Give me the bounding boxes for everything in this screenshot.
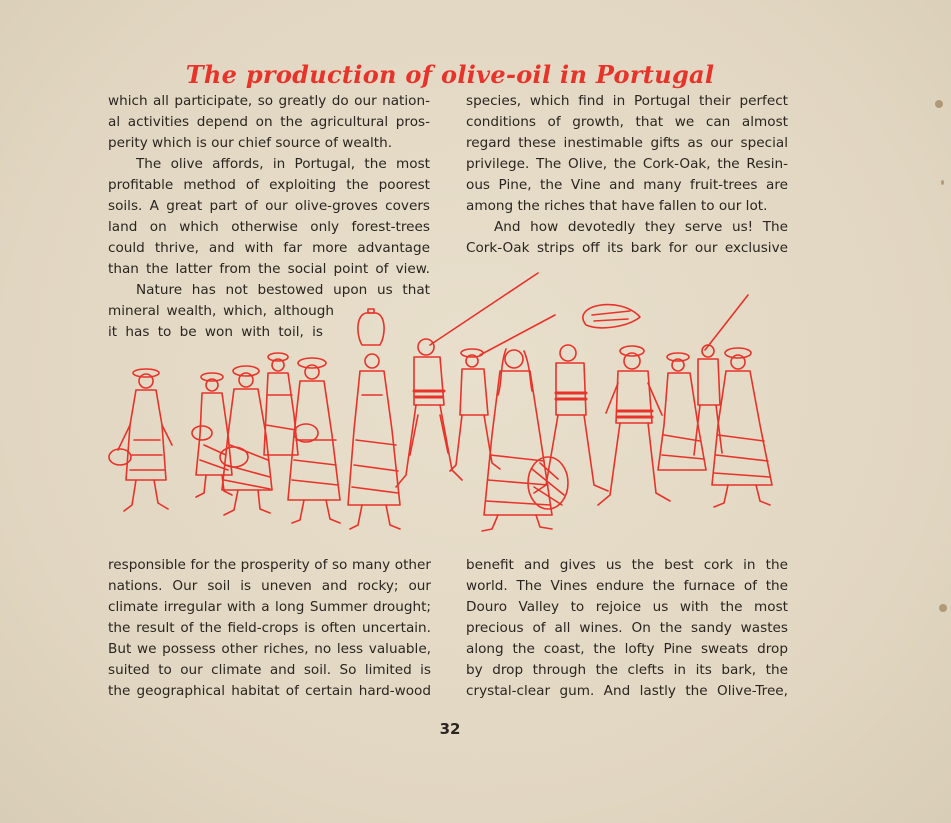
text-line: by drop through the clefts in its bark, the bbox=[466, 662, 788, 678]
harvest-pole bbox=[480, 315, 555, 355]
woman-figure bbox=[109, 369, 172, 511]
text-line: conditions of growth, that we can almost bbox=[466, 114, 788, 130]
harvest-pole bbox=[705, 295, 748, 350]
harvest-pole bbox=[430, 273, 538, 345]
page-title: The production of olive-oil in Portugal bbox=[185, 60, 715, 90]
text-line: world. The Vines endure the furnace of the bbox=[466, 578, 788, 594]
text-line: the result of the field-crops is often uncertain. bbox=[108, 620, 431, 636]
text-line: perity which is our chief source of wealth. bbox=[108, 135, 393, 151]
text-line: ous Pine, the Vine and many fruit-trees are bbox=[466, 177, 788, 193]
text-line: precious of all wines. On the sandy wastes bbox=[466, 620, 788, 636]
text-line: Nature has not bestowed upon us that bbox=[136, 282, 430, 298]
text-line: soils. A great part of our olive-groves covers bbox=[108, 198, 430, 214]
text-line: And how devotedly they serve us! The bbox=[494, 219, 788, 235]
text-line: Cork-Oak strips off its bark for our exclusive bbox=[466, 240, 788, 256]
text-line: Douro Valley to rejoice us with the most bbox=[466, 599, 788, 615]
text-line: privilege. The Olive, the Cork-Oak, the Resin- bbox=[466, 156, 788, 172]
text-line: among the riches that have fallen to our lot. bbox=[466, 198, 768, 214]
text-line: the geographical habitat of certain hard-wood bbox=[108, 683, 431, 699]
text-line: nations. Our soil is uneven and rocky; our bbox=[108, 578, 431, 594]
text-line: benefit and gives us the best cork in the bbox=[466, 557, 788, 573]
woman-figure bbox=[712, 348, 772, 507]
right-column-top-text bbox=[466, 91, 788, 259]
woman-figure-with-basket bbox=[482, 349, 568, 531]
text-line: regard these inestimable gifts as our special bbox=[466, 135, 788, 151]
paper-stain bbox=[935, 100, 943, 108]
man-figure bbox=[450, 349, 500, 471]
paper-stain bbox=[939, 604, 947, 612]
text-line: The olive affords, in Portugal, the most bbox=[136, 156, 430, 172]
paper-stain bbox=[941, 180, 944, 185]
text-line: than the latter from the social point of view. bbox=[108, 261, 430, 277]
text-line: responsible for the prosperity of so many other bbox=[108, 557, 431, 573]
harvest-procession-illustration bbox=[100, 265, 800, 545]
text-line: it has to be won with toil, is bbox=[108, 324, 323, 340]
text-line: land on which otherwise only forest-trees bbox=[108, 219, 430, 235]
man-figure-with-load bbox=[534, 305, 640, 493]
left-column-bottom-text bbox=[108, 555, 431, 702]
text-line: profitable method of exploiting the poorest bbox=[108, 177, 430, 193]
text-line: suited to our climate and soil. So limited is bbox=[108, 662, 431, 678]
text-line: climate irregular with a long Summer drought; bbox=[108, 599, 431, 615]
woman-figure bbox=[192, 373, 232, 497]
text-line: al activities depend on the agricultural pros- bbox=[108, 114, 430, 130]
text-line: mineral wealth, which, although bbox=[108, 303, 334, 319]
text-line: along the coast, the lofty Pine sweats drop bbox=[466, 641, 788, 657]
page-number: 32 bbox=[439, 720, 461, 738]
man-figure bbox=[694, 345, 722, 455]
text-line: species, which find in Portugal their perfect bbox=[466, 93, 788, 109]
woman-figure bbox=[288, 358, 340, 523]
text-line: But we possess other riches, no less valuable, bbox=[108, 641, 431, 657]
text-line: which all participate, so greatly do our nation- bbox=[108, 93, 430, 109]
man-figure bbox=[598, 346, 670, 505]
man-figure bbox=[396, 339, 462, 487]
right-column-bottom-text bbox=[466, 555, 788, 702]
woman-figure-with-jar bbox=[348, 309, 400, 529]
text-line: crystal-clear gum. And lastly the Olive-Tree, bbox=[466, 683, 788, 699]
text-line: could thrive, and with far more advantage bbox=[108, 240, 430, 256]
